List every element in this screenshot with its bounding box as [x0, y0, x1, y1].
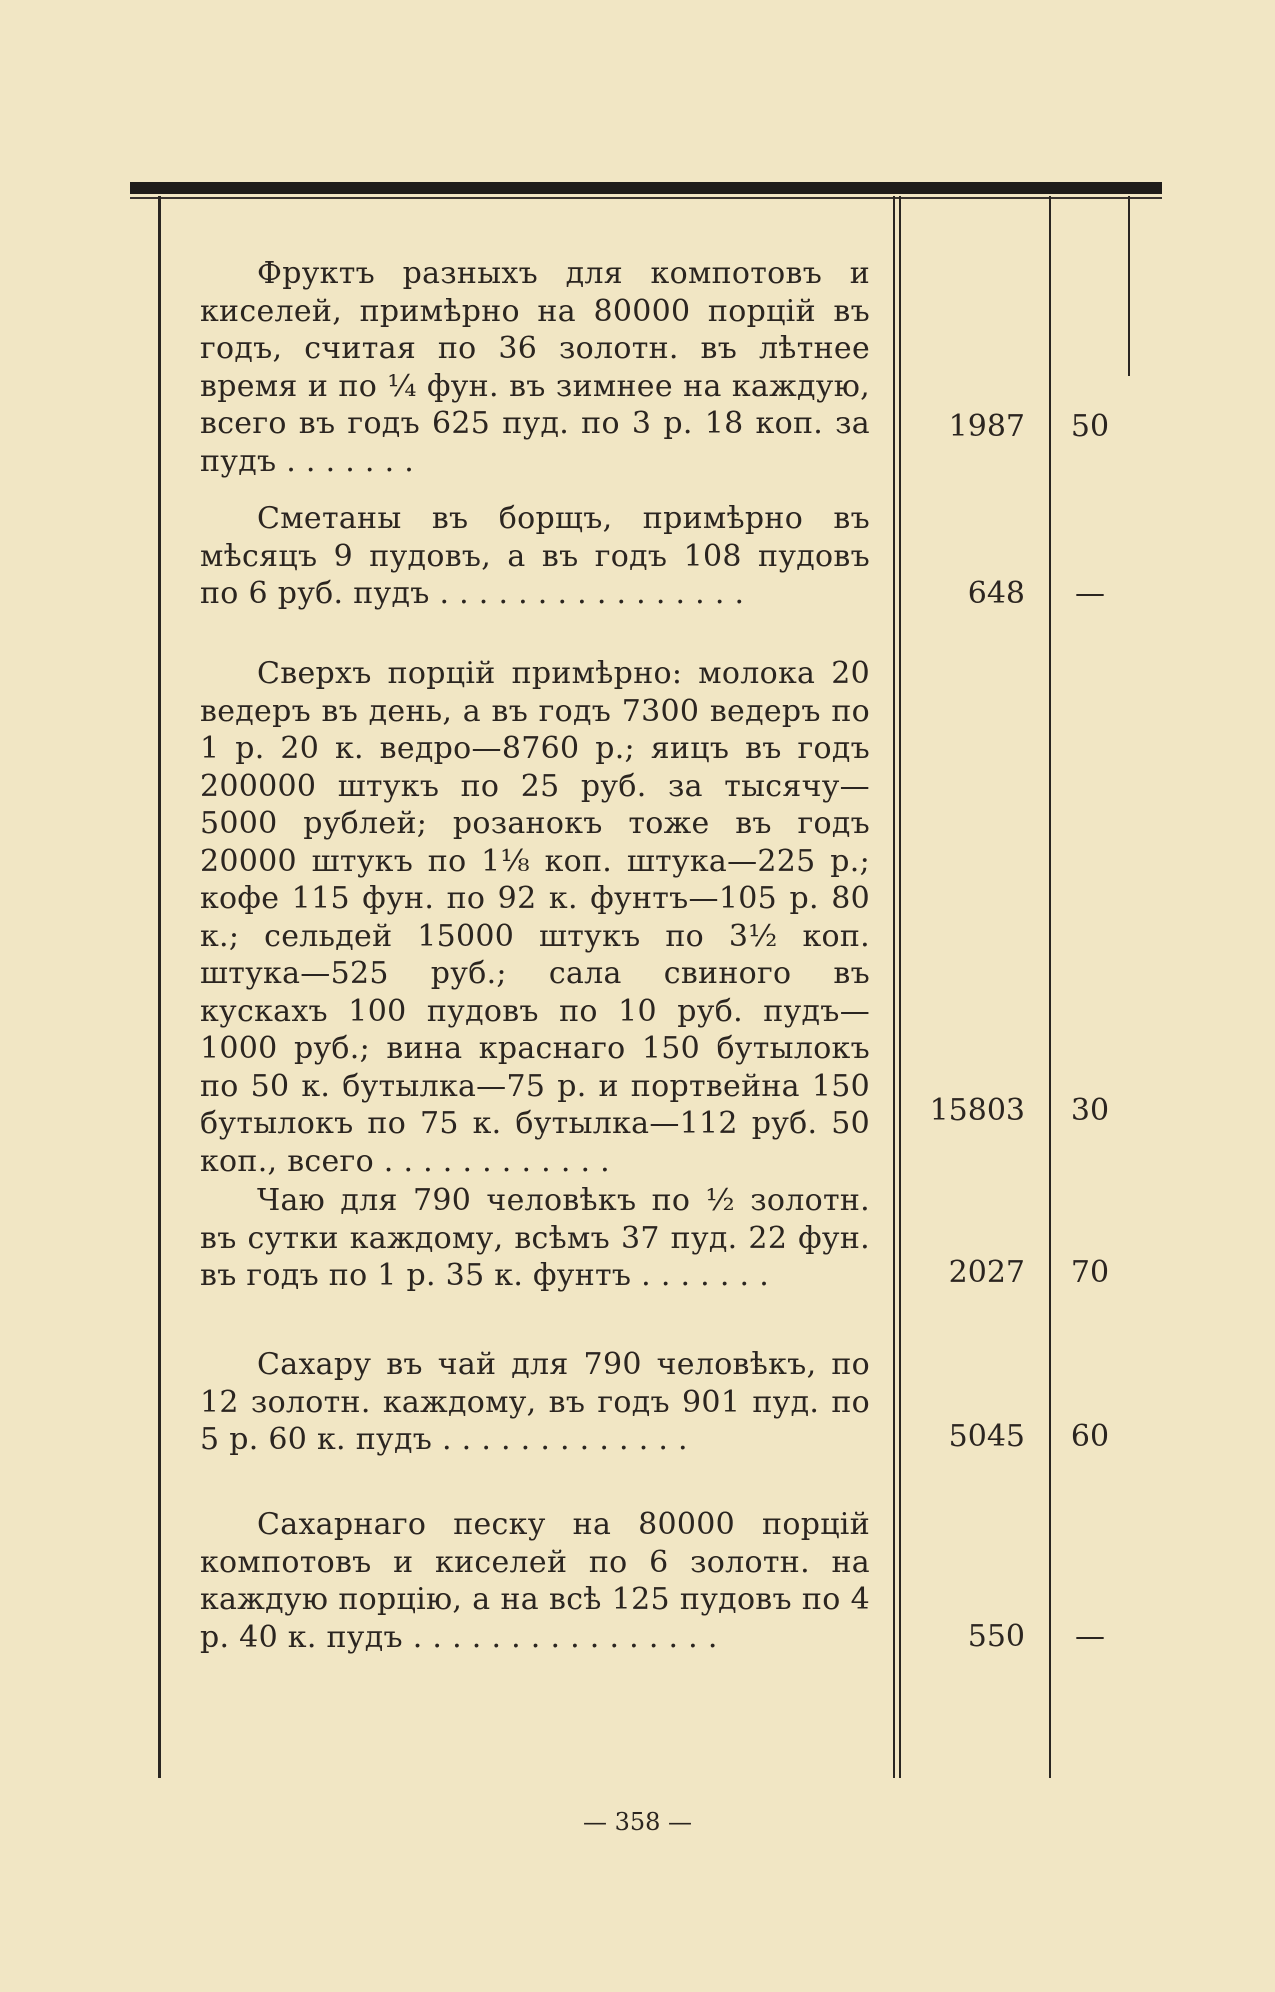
entry-text: Фруктъ разныхъ для компотовъ и киселей, примѣрно на 80000 порцій въ годъ, считая по 36 золотн. въ лѣтнее время и по ¼ фун. въ зимнее на каждую, всего въ годъ 625 пуд. по 3 р. 18 коп. за пудъ . . . . . . .	[200, 256, 870, 479]
entry-kopecks: —	[1075, 576, 1105, 611]
amount-column-rule-inner	[899, 196, 901, 1778]
entry-amount: 1987	[948, 409, 1025, 444]
entry-amount: 5045	[948, 1419, 1025, 1454]
amount-column-rule-outer	[893, 196, 895, 1778]
page-number: — 358 —	[582, 1808, 693, 1836]
entry-amount: 15803	[929, 1093, 1025, 1128]
entry-kopecks: 50	[1070, 409, 1110, 444]
entry-amount: 648	[967, 576, 1025, 611]
entry-amount: 550	[967, 1619, 1025, 1654]
top-rule	[130, 182, 1162, 194]
right-column-rule	[1128, 196, 1130, 376]
entry-kopecks: 60	[1070, 1419, 1110, 1454]
left-column-rule	[158, 196, 161, 1778]
entry-text: Сверхъ порцій примѣрно: молока 20 ведеръ въ день, а въ годъ 7300 ведеръ по 1 р. 20 к. ведро—8760 р.; яицъ въ годъ 200000 штукъ по 25 руб. за тысячу—5000 рублей; розанокъ тоже въ годъ 20000 штукъ по 1⅛ коп. штука—225 р.; кофе 115 фун. по 92 к. фунтъ—105 р. 80 к.; сельдей 15000 штукъ по 3½ коп. штука—525 руб.; сала свиного въ кускахъ 100 пудовъ по 10 руб. пудъ—1000 руб.; вина краснаго 150 бутылокъ по 50 к. бутылка—75 р. и портвейна 150 бутылокъ по 75 к. бутылка—112 руб. 50 коп., всего . . . . . . . . . . . .	[200, 656, 870, 1179]
entry-kopecks: 70	[1070, 1255, 1110, 1290]
entry-kopecks: —	[1075, 1619, 1105, 1654]
kopeck-column-rule	[1049, 196, 1051, 1778]
entry-amount: 2027	[948, 1255, 1025, 1290]
entry-text: Сахарнаго песку на 80000 порцій компотовъ и киселей по 6 золотн. на каждую порцію, а на всѣ 125 пудовъ по 4 р. 40 к. пудъ . . . . . . . . . . . . . . . .	[200, 1507, 870, 1655]
entry-text: Сахару въ чай для 790 человѣкъ, по 12 золотн. каждому, въ годъ 901 пуд. по 5 р. 60 к. пудъ . . . . . . . . . . . . .	[200, 1347, 870, 1457]
entry-text: Сметаны въ борщъ, примѣрно въ мѣсяцъ 9 пудовъ, а въ годъ 108 пудовъ по 6 руб. пудъ . . . . . . . . . . . . . . . .	[200, 501, 870, 611]
entry-text: Чаю для 790 человѣкъ по ½ золотн. въ сутки каждому, всѣмъ 37 пуд. 22 фун. въ годъ по 1 р. 35 к. фунтъ . . . . . . .	[200, 1183, 870, 1293]
entry-kopecks: 30	[1070, 1093, 1110, 1128]
